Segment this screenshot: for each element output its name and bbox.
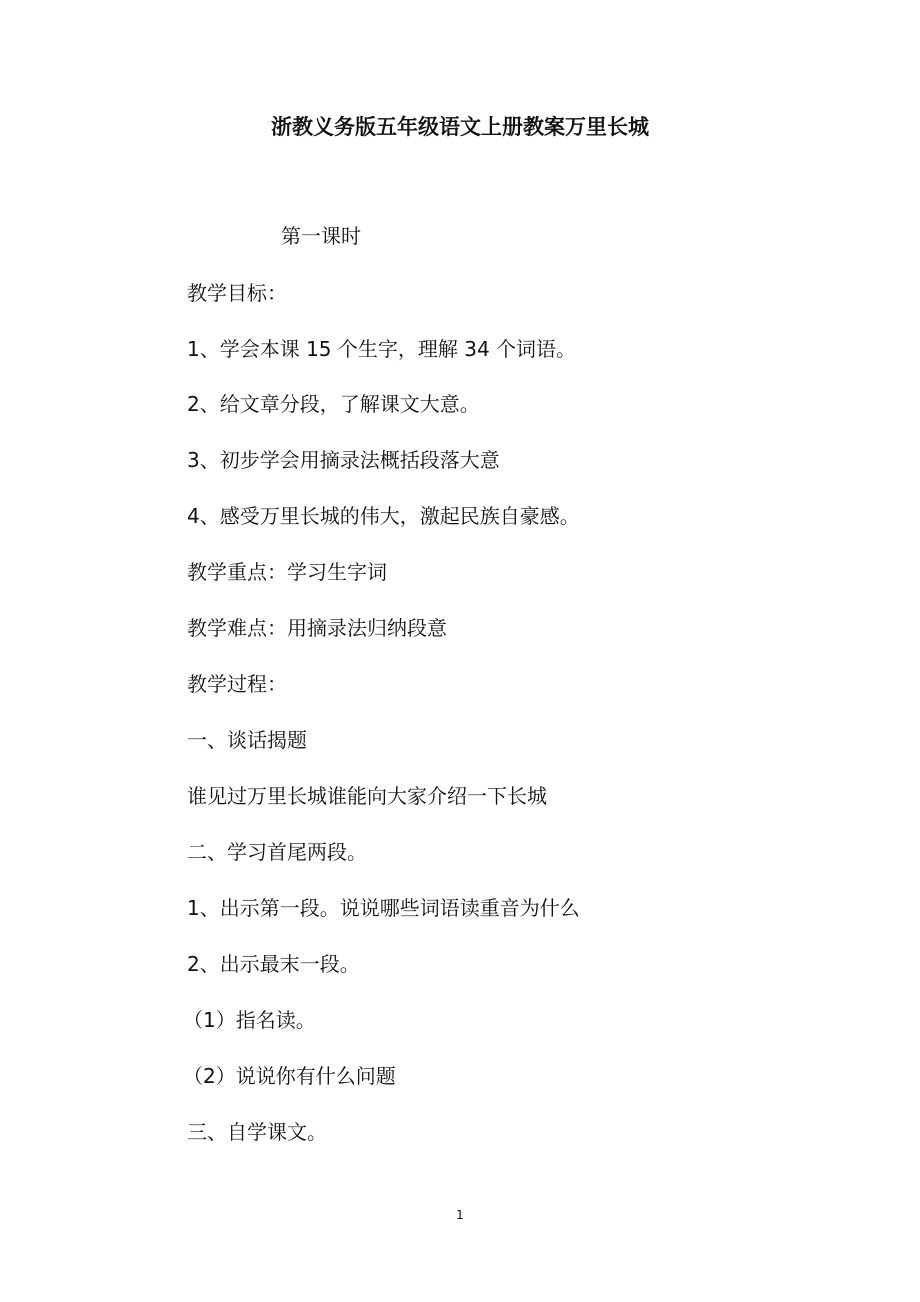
step-3-heading: 三、自学课文。 <box>187 1120 327 1144</box>
teaching-process-heading: 教学过程： <box>187 672 287 696</box>
goal-item-3: 3、初步学会用摘录法概括段落大意 <box>187 448 500 472</box>
goal-item-2: 2、给文章分段，了解课文大意。 <box>187 392 480 416</box>
goal-item-4: 4、感受万里长城的伟大，激起民族自豪感。 <box>187 504 580 528</box>
step-1-heading: 一、谈话揭题 <box>187 728 307 752</box>
section-heading-lesson: 第一课时 <box>281 224 361 248</box>
step-2-item-1: 1、出示第一段。说说哪些词语读重音为什么 <box>187 896 580 920</box>
step-2-item-2: 2、出示最末一段。 <box>187 952 360 976</box>
step-2-subitem-1: （1）指名读。 <box>183 1008 316 1032</box>
key-point-line: 教学重点：学习生字词 <box>187 560 387 584</box>
step-1-text: 谁见过万里长城谁能向大家介绍一下长城 <box>187 784 547 808</box>
step-2-subitem-2: （2）说说你有什么问题 <box>183 1064 396 1088</box>
difficult-point-line: 教学难点：用摘录法归纳段意 <box>187 616 447 640</box>
goal-item-1: 1、学会本课 15 个生字，理解 34 个词语。 <box>187 337 577 361</box>
teaching-goals-heading: 教学目标： <box>187 281 287 305</box>
page-number: 1 <box>456 1208 464 1222</box>
document-title: 浙教义务版五年级语文上册教案万里长城 <box>271 115 649 139</box>
step-2-heading: 二、学习首尾两段。 <box>187 840 367 864</box>
